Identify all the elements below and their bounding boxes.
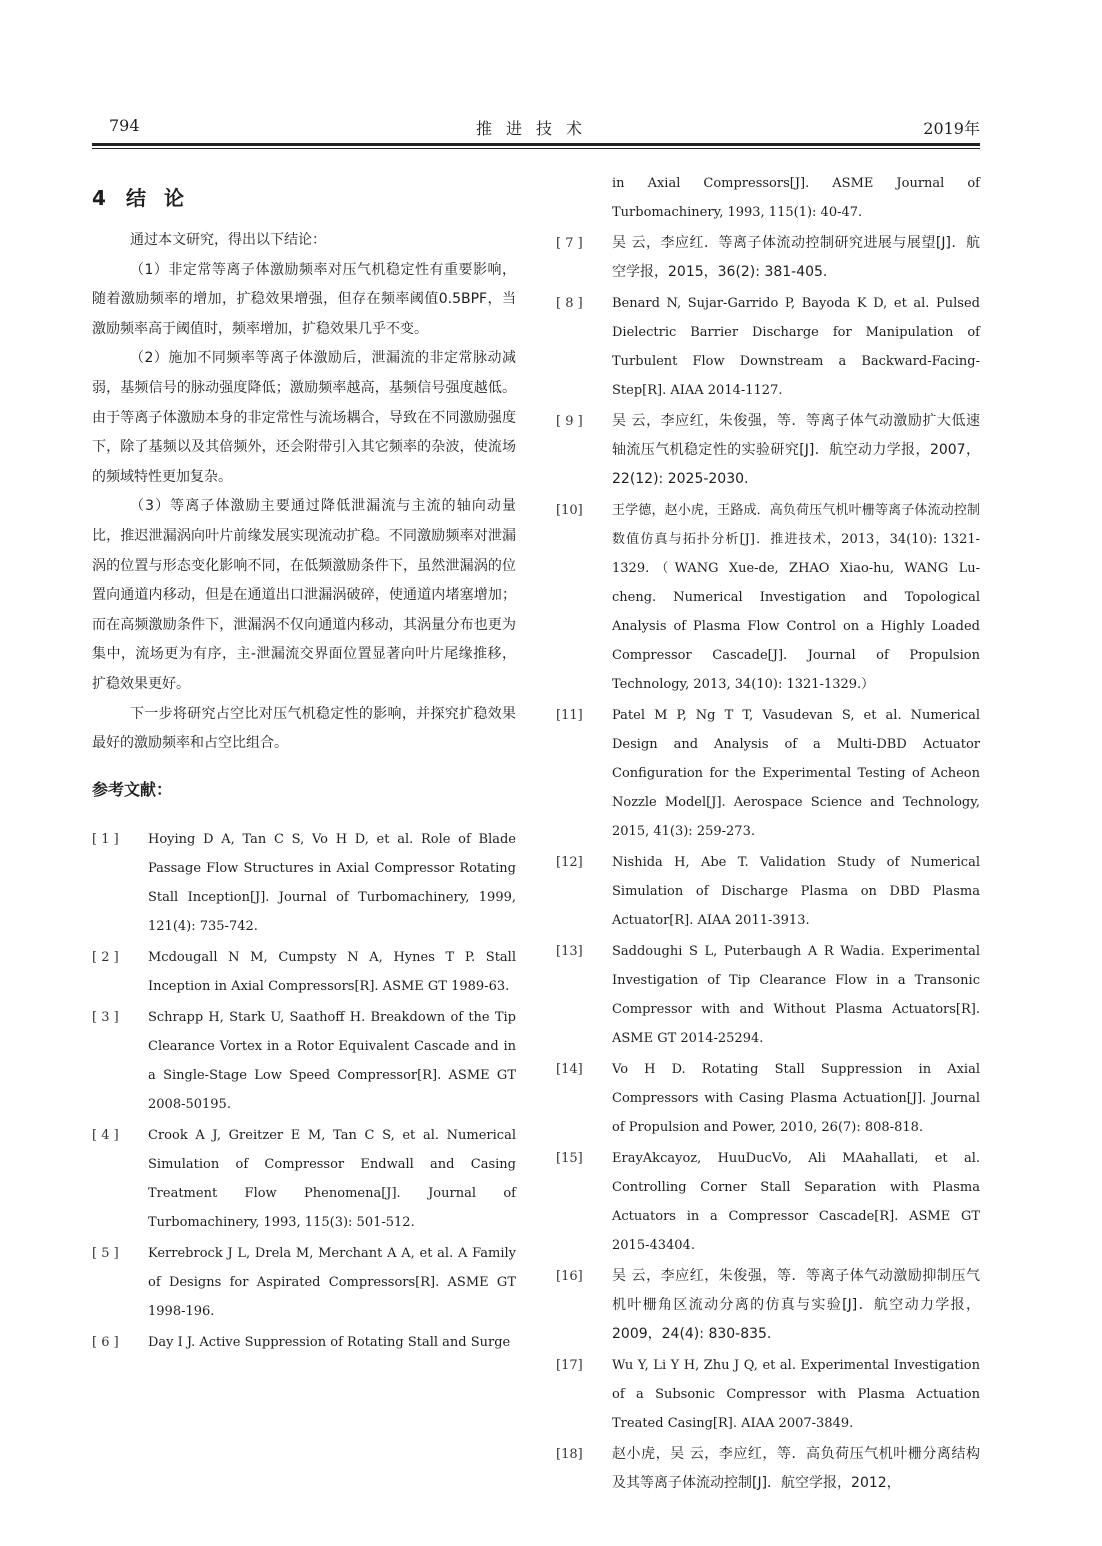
reference-index: [11] (556, 708, 583, 723)
header-rule-thin (92, 148, 980, 149)
reference-text: in Axial Compressors[J]. ASME Journal of Turbomachinery, 1993, 115(1): 40-47. (612, 176, 980, 220)
reference-text: 吴 云，李应红，朱俊强，等．等离子体气动激励扩大低速轴流压气机稳定性的实验研究[J]．航空动力学报，2007，22(12): 2025-2030. (612, 413, 980, 487)
reference-item (556, 1262, 980, 1349)
reference-text: 王学德，赵小虎，王路成．高负荷压气机叶栅等离子体流动控制数值仿真与拓扑分析[J]．推进技术，2013，34(10): 1321-1329.（WANG Xue-de, ZHAO Xiao-hu, WANG Lu-cheng. Numerical Investigation and Topological Analysis of Plasma Flow Control on a Highly Loaded Compressor Cascade[J]. Journal of Propulsion Technology, 2013, 34(10): 1321-1329.） (612, 503, 980, 692)
reference-index: [ 4 ] (92, 1127, 119, 1143)
reference-item (556, 1144, 980, 1260)
reference-index: [ 5 ] (92, 1245, 119, 1261)
reference-index: [15] (556, 1151, 583, 1166)
reference-item (556, 1440, 980, 1498)
section-title: 结论 (126, 186, 202, 210)
reference-item (92, 825, 516, 941)
references-heading: 参考文献： (92, 779, 173, 799)
header-rule-thick (92, 143, 980, 146)
right-column (556, 169, 980, 1500)
reference-index: [17] (556, 1358, 583, 1373)
reference-text: Mcdougall N M, Cumpsty N A, Hynes T P. Stall Inception in Axial Compressors[R]. ASME GT 1989-63. (148, 949, 516, 994)
reference-item (92, 1239, 516, 1326)
reference-text: Vo H D. Rotating Stall Suppression in Axial Compressors with Casing Plasma Actuation[J]. Journal of Propulsion and Power, 2010, 26(7): 808-818. (612, 1062, 980, 1135)
reference-text: Nishida H, Abe T. Validation Study of Numerical Simulation of Discharge Plasma on DBD Plasma Actuator[R]. AIAA 2011-3913. (612, 855, 980, 928)
reference-item (92, 1003, 516, 1119)
reference-text: Saddoughi S L, Puterbaugh A R Wadia. Experimental Investigation of Tip Clearance Flow in a Transonic Compressor with and Without Plasma Actuators[R]. ASME GT 2014-25294. (612, 944, 980, 1046)
reference-text: Crook A J, Greitzer E M, Tan C S, et al. Numerical Simulation of Compressor Endwall and Casing Treatment Flow Phenomena[J]. Journal of Turbomachinery, 1993, 115(3): 501-512. (148, 1127, 516, 1230)
section-number: 4 (92, 186, 106, 210)
reference-text: Benard N, Sujar-Garrido P, Bayoda K D, et al. Pulsed Dielectric Barrier Discharge for Manipulation of Turbulent Flow Downstream a Backward-Facing-Step[R]. AIAA 2014-1127. (612, 296, 980, 398)
reference-index: [ 6 ] (92, 1334, 119, 1350)
reference-index: [18] (556, 1447, 583, 1462)
reference-index: [ 8 ] (556, 296, 583, 311)
reference-item (92, 1328, 516, 1357)
reference-item (556, 1351, 980, 1438)
reference-item (556, 229, 980, 287)
reference-index: [ 7 ] (556, 236, 583, 251)
left-column (92, 180, 516, 1359)
reference-item (556, 496, 980, 699)
journal-year: 2019年 (923, 119, 980, 138)
reference-text: 吴 云，李应红．等离子体流动控制研究进展与展望[J]．航空学报，2015，36(2): 381-405. (612, 235, 980, 280)
reference-item (92, 1121, 516, 1237)
section-heading (92, 180, 516, 216)
reference-index: [10] (556, 503, 583, 518)
conclusion-paragraph: （3）等离子体激励主要通过降低泄漏流与主流的轴向动量比，推迟泄漏涡向叶片前缘发展实现流动扩稳。不同激励频率对泄漏涡的位置与形态变化影响不同，在低频激励条件下，虽然泄漏涡的位置向通道内移动，但是在通道出口泄漏涡破碎，使通道内堵塞增加；而在高频激励条件下，泄漏涡不仅向通道内移动，其涡量分布也更为集中，流场更为有序，主-泄漏流交界面位置显著向叶片尾缘推移，扩稳效果更好。 (92, 498, 516, 692)
reference-text: Hoying D A, Tan C S, Vo H D, et al. Role of Blade Passage Flow Structures in Axial Compressor Rotating Stall Inception[J]. Journal of Turbomachinery, 1999, 121(4): 735-742. (148, 831, 516, 934)
page-header (92, 116, 980, 142)
reference-text: Patel M P, Ng T T, Vasudevan S, et al. Numerical Design and Analysis of a Multi-DBD Actuator Configuration for the Experimental Testing of Acheon Nozzle Model[J]. Aerospace Science and Technology, 2015, 41(3): 259-273. (612, 708, 980, 839)
reference-index: [14] (556, 1062, 583, 1077)
reference-text: ErayAkcayoz, HuuDucVo, Ali MAahallati, et al. Controlling Corner Stall Separation with Plasma Actuators in a Compressor Cascade[R]. ASME GT 2015-43404. (612, 1151, 980, 1253)
journal-name: 推进技术 (475, 119, 596, 138)
reference-item (556, 937, 980, 1053)
conclusion-paragraph: 通过本文研究，得出以下结论： (130, 232, 326, 248)
reference-continuation (556, 169, 980, 227)
reference-text: Wu Y, Li Y H, Zhu J Q, et al. Experimental Investigation of a Subsonic Compressor with Plasma Actuation Treated Casing[R]. AIAA 2007-3849. (612, 1358, 980, 1431)
reference-item (556, 701, 980, 846)
reference-item (556, 848, 980, 935)
reference-index: [13] (556, 944, 583, 959)
reference-item (556, 289, 980, 405)
reference-index: [ 2 ] (92, 949, 119, 965)
reference-index: [ 1 ] (92, 831, 119, 847)
reference-text: Day I J. Active Suppression of Rotating Stall and Surge (148, 1334, 511, 1350)
conclusion-paragraph: 下一步将研究占空比对压气机稳定性的影响，并探究扩稳效果最好的激励频率和占空比组合。 (92, 705, 516, 752)
reference-index: [ 3 ] (92, 1009, 119, 1025)
reference-text: 吴 云，李应红，朱俊强，等．等离子体气动激励抑制压气机叶栅角区流动分离的仿真与实验[J]．航空动力学报，2009，24(4): 830-835. (612, 1268, 980, 1342)
reference-index: [16] (556, 1269, 583, 1284)
page-number: 794 (109, 116, 140, 135)
reference-item (556, 407, 980, 494)
reference-item (92, 943, 516, 1001)
reference-index: [12] (556, 855, 583, 870)
reference-text: Schrapp H, Stark U, Saathoff H. Breakdown of the Tip Clearance Vortex in a Rotor Equivalent Cascade and in a Single-Stage Low Speed Compressor[R]. ASME GT 2008-50195. (148, 1009, 516, 1112)
reference-text: 赵小虎，吴 云，李应红，等．高负荷压气机叶栅分离结构及其等离子体流动控制[J]．航空学报，2012， (612, 1446, 980, 1491)
reference-item (556, 1055, 980, 1142)
reference-text: Kerrebrock J L, Drela M, Merchant A A, et al. A Family of Designs for Aspirated Compressors[R]. ASME GT 1998-196. (148, 1245, 516, 1319)
conclusion-paragraph: （1）非定常等离子体激励频率对压气机稳定性有重要影响，随着激励频率的增加，扩稳效果增强，但存在频率阈值0.5BPF，当激励频率高于阈值时，频率增加，扩稳效果几乎不变。 (92, 261, 516, 337)
conclusion-paragraph: （2）施加不同频率等离子体激励后，泄漏流的非定常脉动减弱，基频信号的脉动强度降低；激励频率越高，基频信号强度越低。由于等离子体激励本身的非定常性与流场耦合，导致在不同激励强度下，除了基频以及其倍频外，还会附带引入其它频率的杂波，使流场的频域特性更加复杂。 (92, 350, 516, 485)
reference-index: [ 9 ] (556, 414, 583, 429)
